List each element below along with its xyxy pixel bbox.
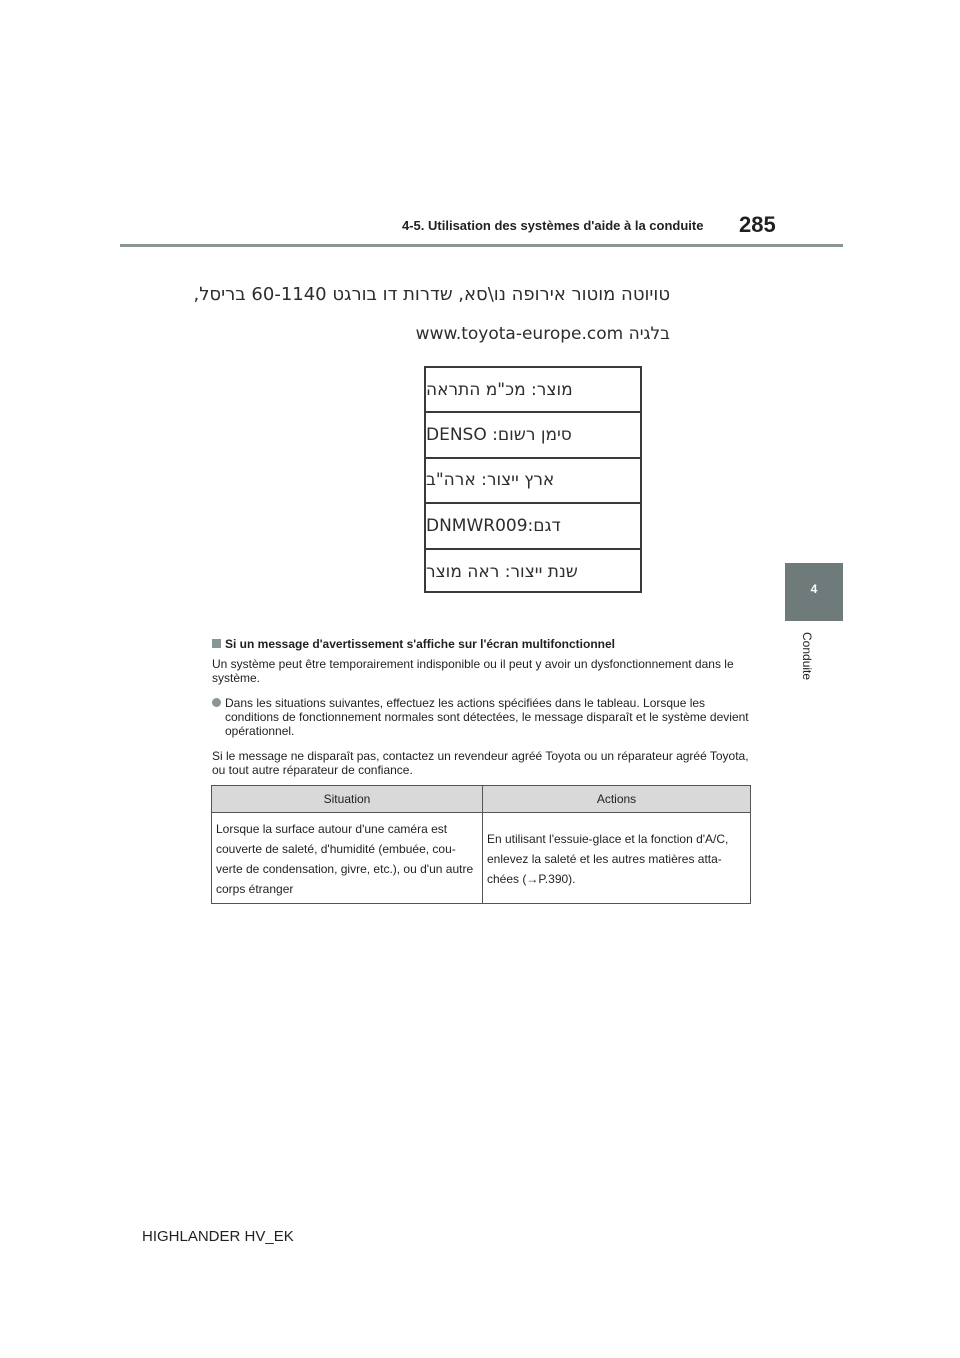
section-heading-text: Si un message d'avertissement s'affiche sur l'écran multifonctionnel	[225, 637, 616, 651]
label-address-line: טויוטה מוטור אירופה נו\סא, שדרות דו בורגט 60-1140 בריסל,	[193, 284, 670, 305]
note-paragraph: Si le message ne disparaît pas, contactez un revendeur agréé Toyota ou un réparateur agréé Toyota, ou tout autre réparateur de confiance.	[212, 749, 749, 777]
bullet-item	[212, 696, 752, 738]
table-cell-situation: Lorsque la surface autour d'une caméra est couverte de saleté, d'humidité (embuée, cou-verte de condensation, givre, etc.), ou d'un autre corps étranger	[212, 813, 483, 904]
label-product-box	[424, 366, 642, 593]
table-cell-action: En utilisant l'essuie-glace et la fonction d'A/C, enlevez la saleté et les autres matières atta-chées (→P.390).	[483, 813, 751, 904]
label-row-year: שנת ייצור: ראה מוצר	[426, 562, 578, 583]
label-row-trademark: סימן רשום: DENSO	[426, 413, 640, 458]
label-row-model: דגם:DNMWR009	[426, 504, 640, 549]
chapter-label: Conduite	[800, 632, 814, 681]
table-header-actions: Actions	[483, 786, 751, 813]
table-header-situation: Situation	[212, 786, 483, 813]
bullet-text: Dans les situations suivantes, effectuez les actions spécifiées dans le tableau. Lorsque les conditions de fonctionnement normales sont détectées, le message disparaît et le système devient opérationnel.	[225, 696, 749, 738]
table-row	[212, 813, 751, 904]
square-bullet-icon	[212, 639, 221, 648]
chapter-number: 4	[810, 582, 818, 596]
round-bullet-icon	[212, 698, 221, 707]
situation-actions-table	[211, 785, 751, 904]
page-number: 285	[739, 212, 776, 237]
intro-paragraph: Un système peut être temporairement indisponible ou il peut y avoir un dysfonctionnement dans le système.	[212, 657, 734, 685]
section-heading	[212, 637, 615, 651]
label-row-product: מוצר: מכ"מ התראה	[426, 368, 640, 413]
label-website-line: בלגיה www.toyota-europe.com	[415, 324, 670, 344]
footer-model: HIGHLANDER HV_EK	[142, 1228, 294, 1245]
header-divider	[120, 244, 843, 247]
label-row-country: ארץ ייצור: ארה"ב	[426, 459, 640, 504]
table-header-row	[212, 786, 751, 813]
section-title: 4-5. Utilisation des systèmes d'aide à la conduite	[402, 218, 704, 233]
